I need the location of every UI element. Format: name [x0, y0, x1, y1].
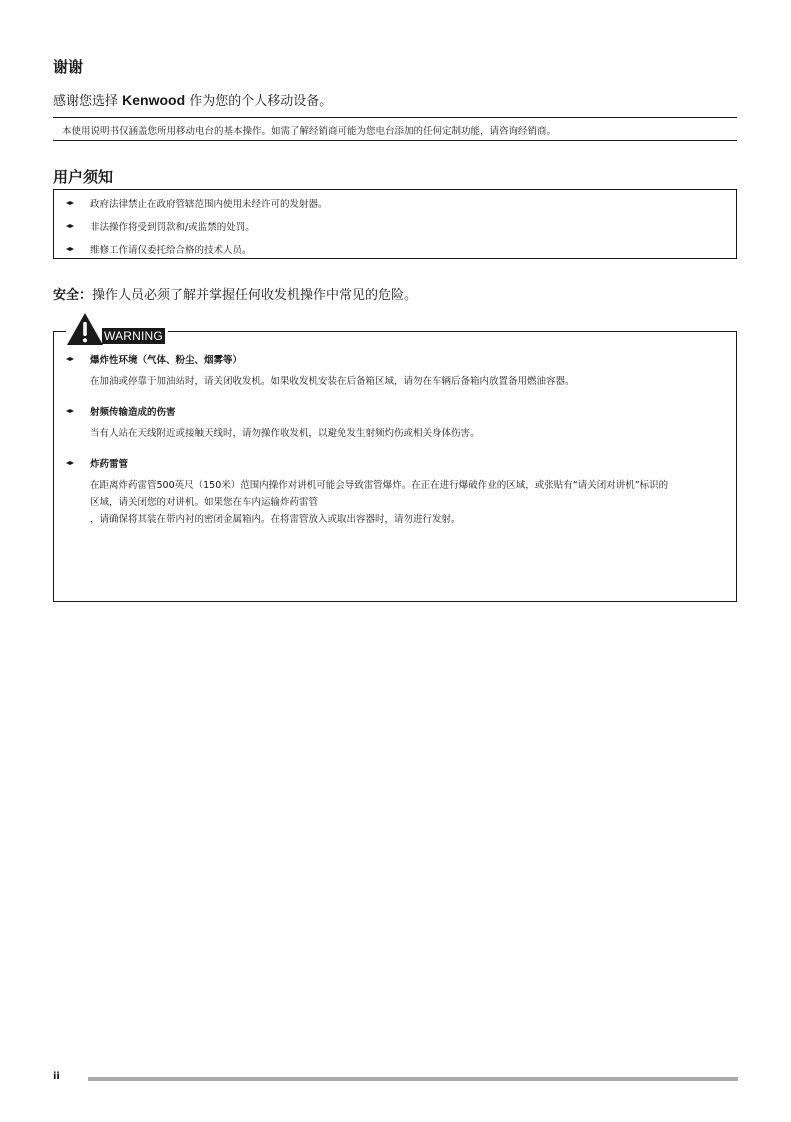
bottom-rule: [53, 140, 737, 141]
warning-body-line: 当有人站在天线附近或接触天线时，请勿操作收发机，以避免发生射频灼伤或相关身体伤害。: [90, 428, 480, 439]
thanks-prefix: 感谢您选择: [53, 94, 123, 109]
warning-triangle-icon: [66, 312, 104, 346]
safety-label: 安全：: [53, 288, 93, 303]
user-notice-title: 用户须知: [53, 168, 114, 186]
warning-body-line: 在距离炸药雷管500英尺（150米）范围内操作对讲机可能会导致雷管爆炸。在正在进行爆破作业的区域，或张贴有“请关闭对讲机”标识的: [90, 480, 669, 491]
thanks-suffix: 作为您的个人移动设备。: [185, 94, 333, 109]
scope-note: 本使用说明书仅涵盖您所用移动电台的基本操作。如需了解经销商可能为您电台添加的任何定制功能，请咨询经销商。: [62, 126, 557, 137]
warning-body-line: 在加油或停靠于加油站时，请关闭收发机。如果收发机安装在后备箱区域，请勿在车辆后备箱内放置备用燃油容器。: [90, 376, 575, 387]
footer-bar: [88, 1077, 738, 1081]
warning-body: [90, 477, 720, 528]
warning-body-line: 区域，请关闭您的对讲机。如果您在车内运输炸药雷管: [90, 497, 319, 508]
page-number: ii: [53, 1071, 60, 1082]
thanks-title: 谢谢: [53, 58, 84, 76]
brand-name: Kenwood: [122, 92, 186, 108]
safety-statement: [53, 284, 417, 303]
notice-item: [66, 242, 252, 256]
warning-heading-text: 射频传输造成的伤害: [90, 407, 176, 418]
warning-heading-text: 爆炸性环境（气体、粉尘、烟雾等）: [90, 355, 243, 366]
warning-heading: [66, 456, 128, 470]
warning-heading: [66, 352, 242, 366]
warning-badge: [66, 312, 168, 346]
notice-item-text: 非法操作将受到罚款和/或监禁的处罚。: [90, 222, 255, 233]
warning-body: [90, 425, 720, 442]
thanks-line: [53, 90, 332, 109]
top-rule: [53, 117, 737, 118]
notice-item-text: 政府法律禁止在政府管辖范围内使用未经许可的发射器。: [90, 199, 328, 210]
notice-item: [66, 196, 328, 210]
notice-item: [66, 219, 255, 233]
warning-body-line: ，请确保将其装在带内衬的密闭金属箱内。在将雷管放入或取出容器时，请勿进行发射。: [90, 514, 461, 525]
bullet-icon: [66, 247, 74, 252]
notice-item-text: 维修工作请仅委托给合格的技术人员。: [90, 245, 252, 256]
bullet-icon: [66, 461, 74, 466]
bullet-icon: [66, 224, 74, 229]
bullet-icon: [66, 201, 74, 206]
warning-body: [90, 373, 720, 390]
safety-text: 操作人员必须了解并掌握任何收发机操作中常见的危险。: [92, 288, 418, 303]
warning-box: [53, 331, 737, 602]
warning-heading-text: 炸药雷管: [90, 459, 129, 470]
bullet-icon: [66, 409, 74, 414]
warning-heading: [66, 404, 176, 418]
warning-label: WARNING: [104, 329, 163, 343]
bullet-icon: [66, 357, 74, 362]
